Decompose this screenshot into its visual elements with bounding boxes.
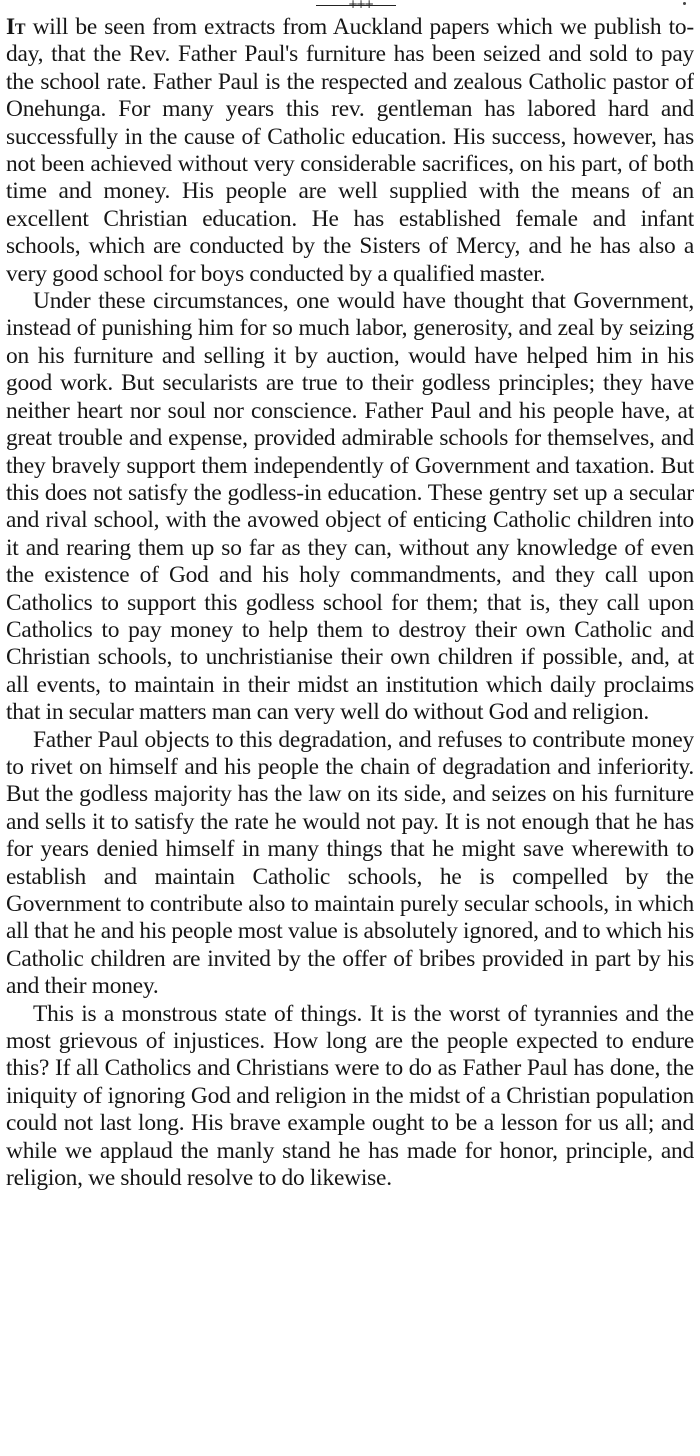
newspaper-column [6,0,694,1456]
divider-ornament: +++ [348,0,373,11]
opening-word: It [6,14,26,40]
paragraph-4: This is a monstrous state of things. It is the worst of tyrannies and the most grievous of injustices. How long are the people expected to endure this? If all Catholics and Christians were to do as Father Paul has done, the iniquity of ignoring God and religion in the midst of a Christian population could not last long. His brave example ought to be a lesson for us all; and while we applaud the manly stand he has made for honor, principle, and religion, we should resolve to do likewise. [6,1000,694,1192]
editorial-article [6,14,694,1192]
paragraph-1-text: will be seen from extracts from Auckland papers which we publish to-day, that the Rev. Father Paul's furniture has been seized and sold to pay the school rate. Father Paul is the respected and zealous Catholic pastor of Onehunga. For many years this rev. gentleman has labored hard and successfully in the cause of Catholic education. His success, however, has not been achieved without very considerable sacrifices, on his part, of both time and money. His people are well supplied with the means of an excellent Christian education. He has established female and infant schools, which are conducted by the Sisters of Mercy, and he has also a very good school for boys conducted by a qualified master. [6,14,694,287]
paragraph-2: Under these circumstances, one would have thought that Government, instead of punishing him for so much labor, generosity, and zeal by seizing on his furniture and selling it by auction, would have helped him in his good work. But secularists are true to their godless principles; they have neither heart nor soul nor conscience. Father Paul and his people have, at great trouble and expense, provided admirable schools for themselves, and they bravely support them independently of Government and taxation. But this does not satisfy the godless-in education. These gentry set up a secular and rival school, with the avowed object of enticing Catholic children into it and rearing them up so far as they can, without any knowledge of even the existence of God and his holy commandments, and they call upon Catholics to support this godless school for them; that is, they call upon Catholics to pay money to help them to destroy their own Catholic and Christian schools, to unchristianise their own children if possible, and, at all events, to maintain in their midst an institution which daily proclaims that in secular matters man can very well do without God and religion. [6,288,694,726]
paragraph-1 [6,14,694,288]
paragraph-3: Father Paul objects to this degradation, and refuses to contribute money to rivet on himself and his people the chain of degradation and inferiority. But the godless majority has the law on its side, and seizes on his furniture and sells it to satisfy the rate he would not pay. It is not enough that he has for years denied himself in many things that he might save wherewith to establish and maintain Catholic schools, he is compelled by the Government to contribute also to maintain purely secular schools, in which all that he and his people most value is absolutely ignored, and to which his Catholic children are invited by the offer of bribes provided in part by his and their money. [6,726,694,1000]
print-speck [683,2,686,5]
section-divider [6,0,694,14]
